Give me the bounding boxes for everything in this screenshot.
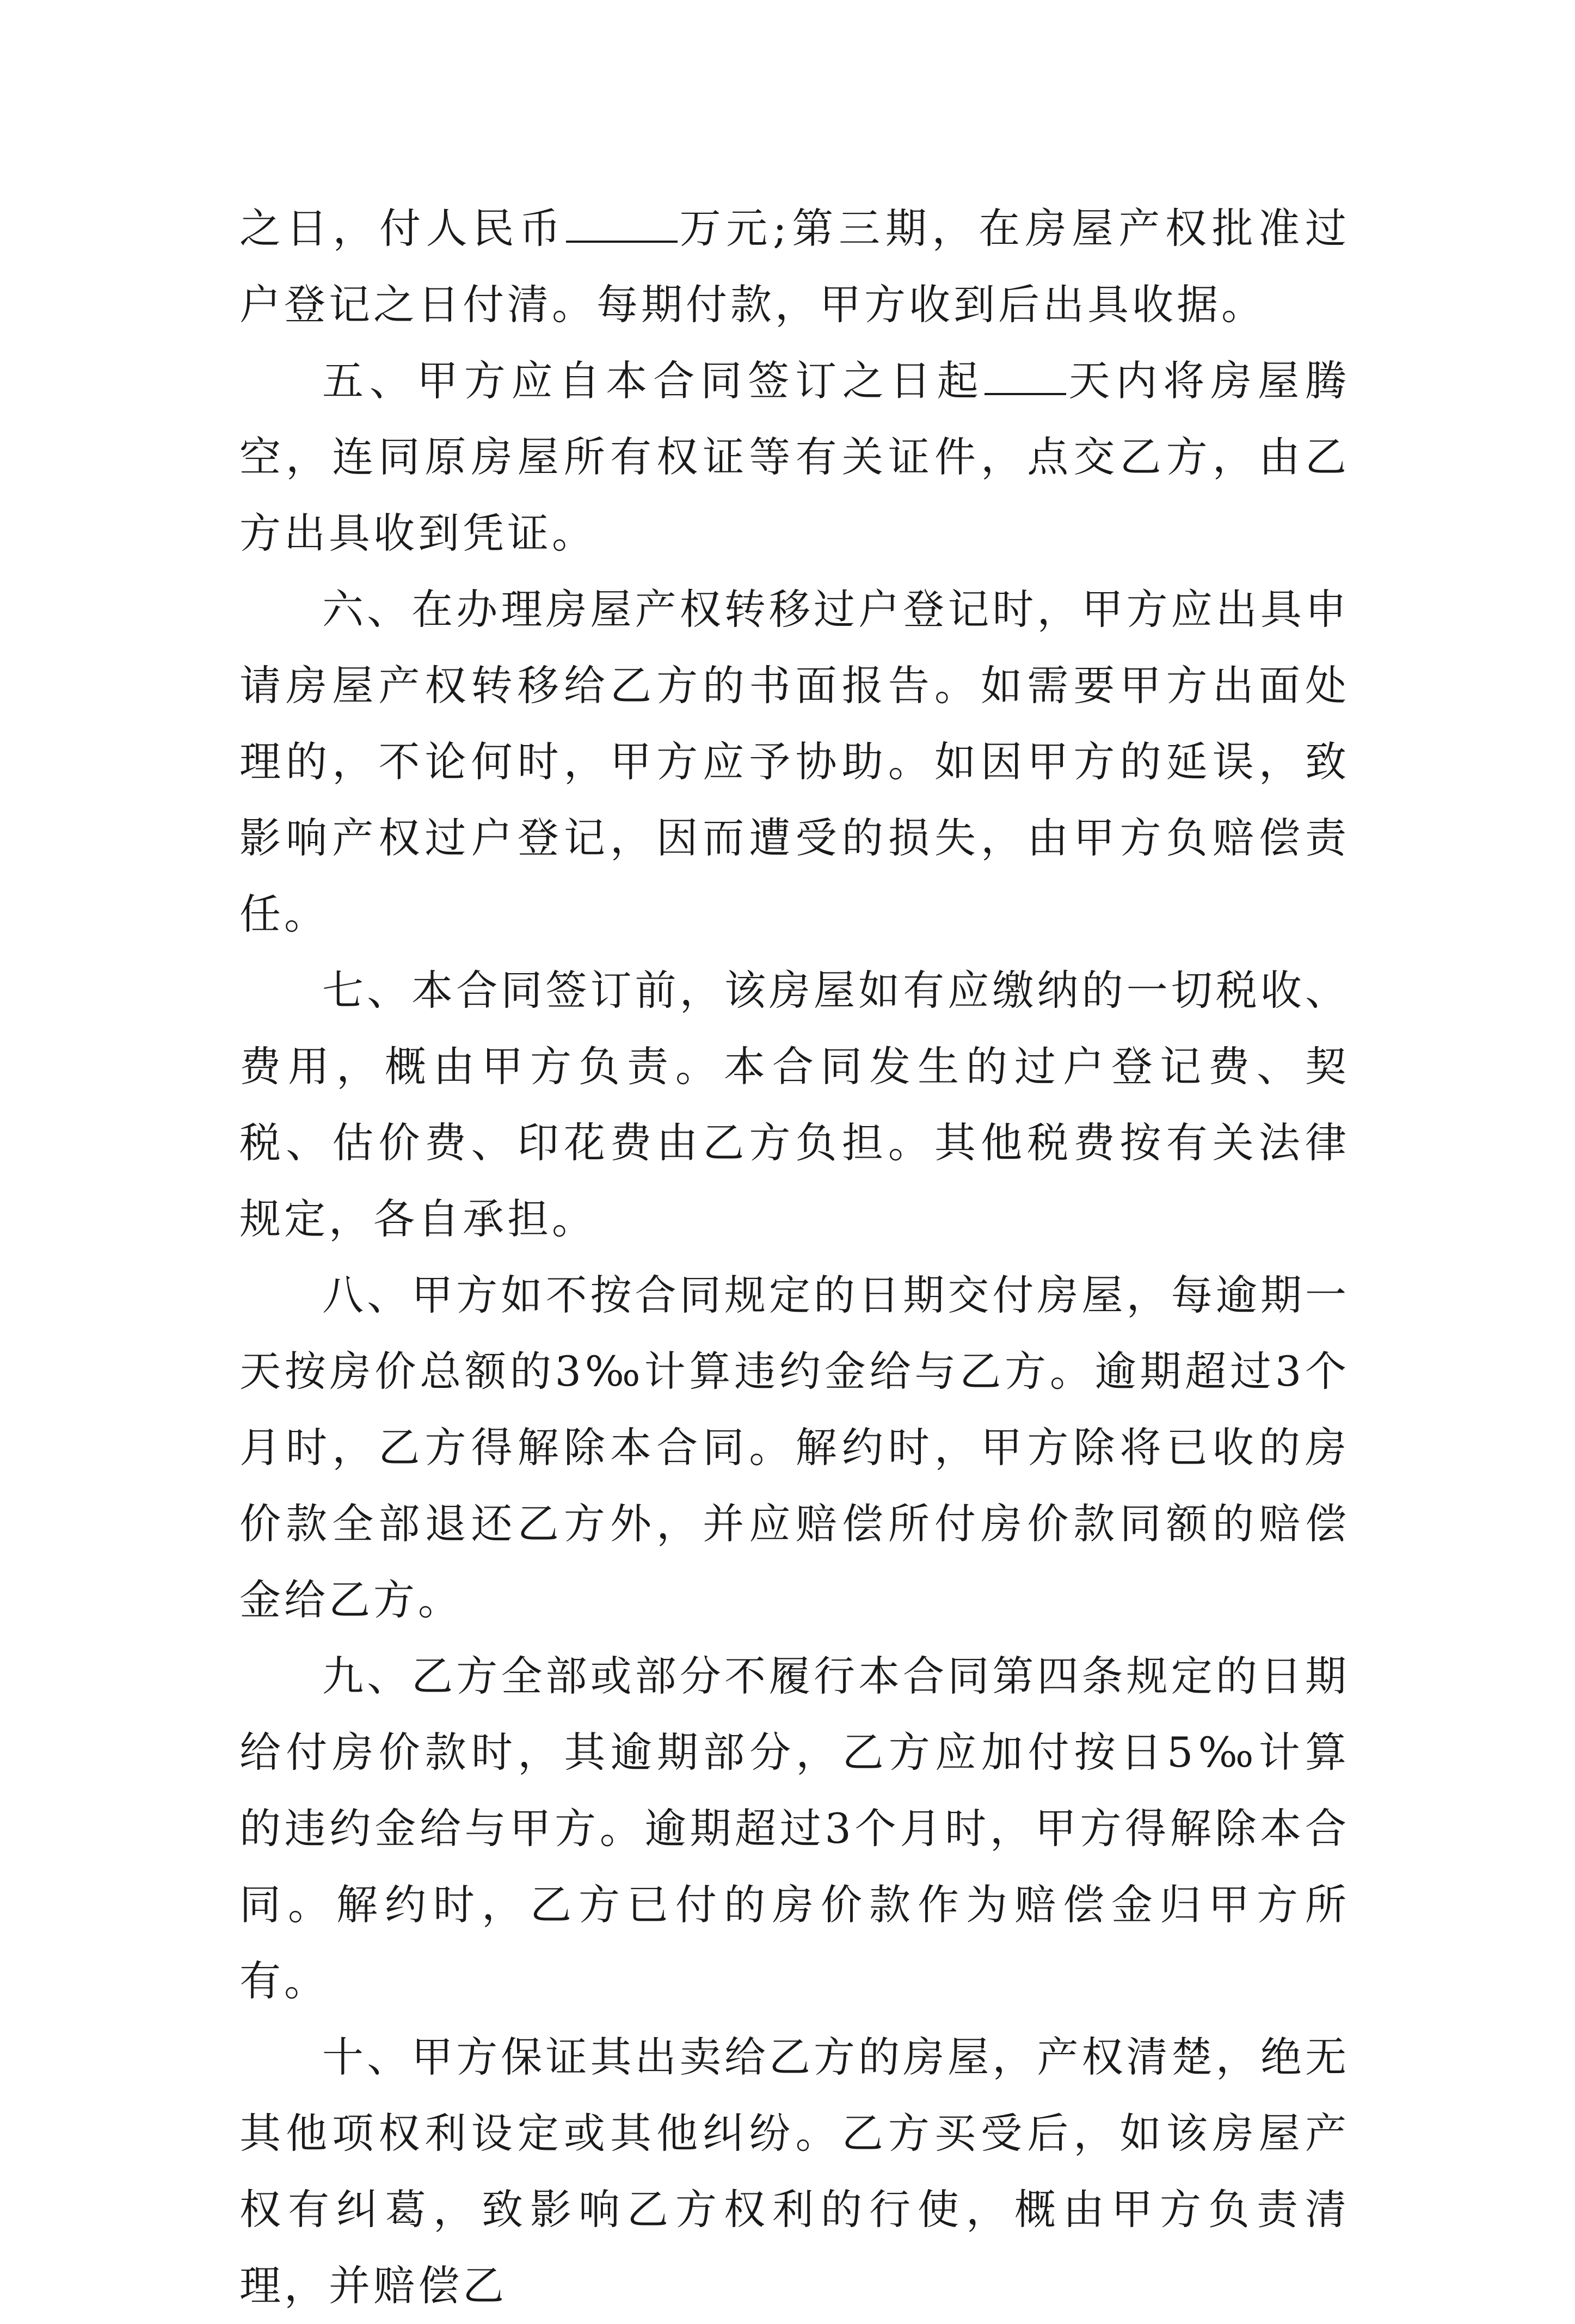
days-blank [985, 357, 1066, 395]
amount-blank [566, 205, 678, 243]
payment-text-end: 万元;第三期，在房屋产权批准过户登记之日付清。每期付款，甲方收到后出具收据。 [239, 204, 1350, 329]
clause-5-text-end: 天内将房屋腾空，连同原房屋所有权证等有关证件，点交乙方，由乙方出具收到凭证。 [239, 356, 1350, 557]
clause-6: 六、在办理房屋产权转移过户登记时，甲方应出具申请房屋产权转移给乙方的书面报告。如需要甲方出面处理的，不论何时，甲方应予协助。如因甲方的延误，致影响产权过户登记，因而遭受的损失，由甲方负赔偿责任。 [239, 585, 1350, 938]
paragraph-continued-payment [239, 190, 1350, 343]
clause-9: 九、乙方全部或部分不履行本合同第四条规定的日期给付房价款时，其逾期部分，乙方应加付按日5‰计算的违约金给与甲方。逾期超过3个月时，甲方得解除本合同。解约时，乙方已付的房价款作为赔偿金归甲方所有。 [239, 1652, 1350, 2005]
clause-5-text-start: 五、甲方应自本合同签订之日起 [322, 356, 985, 405]
clause-7: 七、本合同签订前，该房屋如有应缴纳的一切税收、费用，概由甲方负责。本合同发生的过户登记费、契税、估价费、印花费由乙方负担。其他税费按有关法律规定，各自承担。 [239, 966, 1350, 1243]
clause-8: 八、甲方如不按合同规定的日期交付房屋，每逾期一天按房价总额的3‰计算违约金给与乙方。逾期超过3个月时，乙方得解除本合同。解约时，甲方除将已收的房价款全部退还乙方外，并应赔偿所付房价款同额的赔偿金给乙方。 [239, 1271, 1350, 1624]
document-body [239, 190, 1350, 2324]
clause-10: 十、甲方保证其出卖给乙方的房屋，产权清楚，绝无其他项权利设定或其他纠纷。乙方买受后，如该房屋产权有纠葛，致影响乙方权利的行使，概由甲方负责清理，并赔偿乙 [239, 2033, 1350, 2310]
clause-5 [239, 343, 1350, 571]
payment-text-start: 之日，付人民币 [239, 204, 566, 253]
